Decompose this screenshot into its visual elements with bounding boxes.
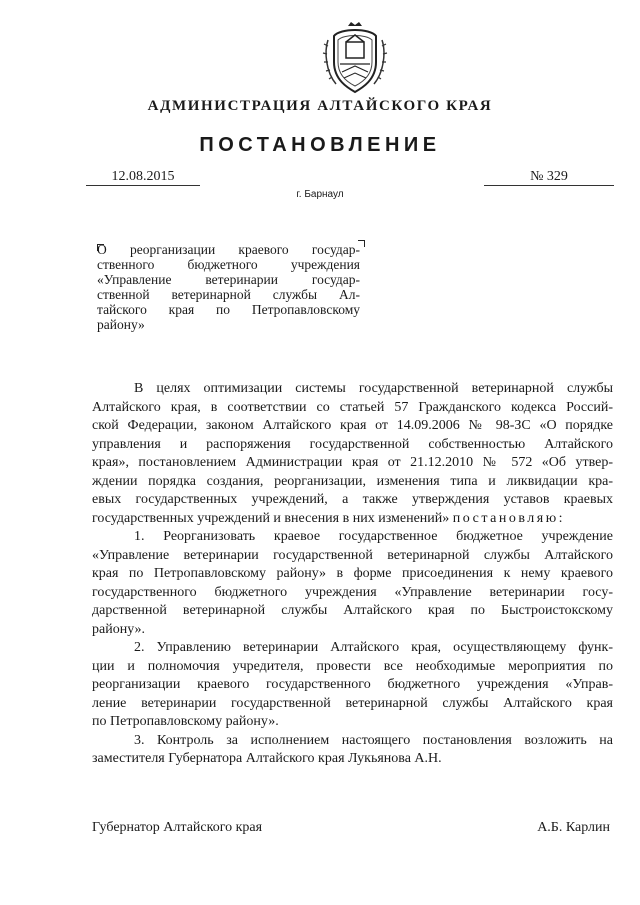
organization-title: АДМИНИСТРАЦИЯ АЛТАЙСКОГО КРАЯ (147, 98, 493, 114)
item2-line: по Петропавловскому району». (92, 714, 279, 729)
item2-line: ции и полномочия учредителя, провести все необходимые мероприятия по (92, 658, 613, 674)
signatory-position: Губернатор Алтайского края (92, 820, 263, 835)
item2-line: реорганизации краевого государственного бюджетного учреждения «Управ- (92, 677, 613, 692)
item1-line: края по Петропавловскому району» в форме присоединения к нему краевого (92, 566, 613, 581)
preamble-line: ждении порядка создания, реорганизации, изменения типа и ликвидации кра- (92, 473, 613, 489)
preamble-last-text: государственных учреждений и внесения в них изменений» (92, 510, 450, 526)
item3-line: заместителя Губернатора Алтайского края Лукьянова А.Н. (92, 751, 442, 766)
decree-word: постановляю: (452, 510, 566, 526)
document-body (92, 380, 613, 769)
subject-line: «Управление ветеринарии государ- (97, 272, 360, 287)
document-date: 12.08.2015 (86, 169, 200, 186)
preamble-line: ской Федерации, законом Алтайского края от 14.09.2006 № 98-ЗС «О порядке (92, 418, 613, 433)
document-number: № 329 (484, 169, 614, 186)
item1-line: дарственной ветеринарной службы Алтайского края по Быстроистокскому (92, 603, 613, 618)
document-type-title: ПОСТАНОВЛЕНИЕ (199, 134, 441, 156)
item1-line: 1. Реорганизовать краевое государственное бюджетное учреждение (134, 529, 613, 544)
subject-line: тайского края по Петропавловскому (97, 302, 360, 317)
preamble-line: евых государственных учреждений, а также утверждения уставов краевых (92, 492, 613, 507)
document-city: г. Барнаул (296, 189, 344, 200)
document-subject (97, 242, 360, 332)
item1-line: району». (92, 621, 146, 637)
subject-line: ственного бюджетного учреждения (97, 257, 360, 272)
signatory-name: А.Б. Карлин (537, 820, 610, 835)
preamble-line: В целях оптимизации системы государственной ветеринарной службы (134, 381, 613, 396)
item2-line: 2. Управлению ветеринарии Алтайского края, осуществляющему функ- (134, 640, 613, 655)
item3-line: 3. Контроль за исполнением настоящего постановления возложить на (134, 732, 613, 748)
item1-line: государственного бюджетного учреждения «Управление ветеринарии госу- (92, 584, 613, 600)
preamble-line: Алтайского края, в соответствии со статьей 57 Гражданского кодекса Россий- (92, 399, 613, 415)
preamble-line: управления и распоряжения государственной собственностью Алтайского (92, 436, 613, 452)
preamble-line-last (92, 510, 613, 529)
subject-line: ственной ветеринарной службы Ал- (97, 287, 360, 302)
subject-line: району» (97, 317, 145, 332)
item2-line: ление ветеринарии государственной ветеринарной службы Алтайского края (92, 695, 613, 711)
preamble-line: края», постановлением Администрации края от 21.12.2010 № 572 «Об утвер- (92, 455, 613, 470)
altai-coat-of-arms-icon (322, 22, 388, 96)
item1-line: «Управление ветеринарии государственной ветеринарной службы Алтайского (92, 547, 613, 563)
subject-line: О реорганизации краевого государ- (97, 242, 360, 257)
